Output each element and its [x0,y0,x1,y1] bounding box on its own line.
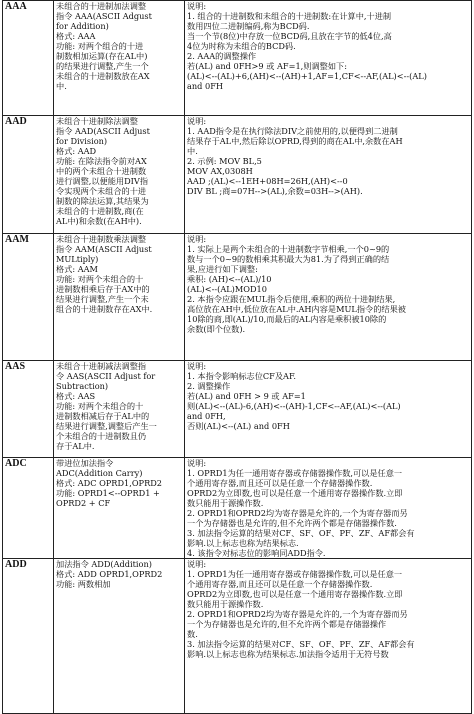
instruction-row-adc [3,458,472,559]
function-line: 进制数相乘后存于AX中的 [56,284,150,294]
explanation-line: 个通用寄存器,而且还可以是任意一个存储器操作数. [187,579,373,589]
function-cell [54,361,185,458]
mnemonic-cell: ADD [3,559,54,714]
function-line: 令 AAS(ASCII Adjust for [56,371,156,381]
explanation-line: 数. [187,629,198,639]
explanation-line: 高位放在AH中,低位放在AL中.AH内容是MUL指令的结果被 [187,304,406,314]
explanation-line: 3. 加法指令运算的结果对CF、SF、OF、PF、ZF、AF都会有 [187,528,415,538]
explanation-line: 2. 示例: MOV BL,5 [187,156,262,166]
explanation-line: 一个为存储器也是允许的,但不允许两个都是存储器操作数. [187,518,397,528]
explanation-line: and 0FH [187,81,224,91]
explanation-line: 乘积: (AH)<--(AL)/10 [187,274,272,284]
mnemonic-cell: ADC [3,458,54,559]
explanation-line: 说明: [187,234,207,244]
instruction-table [2,0,472,714]
function-line: 功能: 对两个未组合的十 [56,401,144,411]
function-line: 未组合十进制减法调整指 [56,361,147,371]
explanation-cell [185,559,472,714]
function-line: 制数相加运算(存在AL中) [56,51,148,61]
explanation-line: 影响.以上标志也称为结果标志.加法指令适用于无符号数 [187,649,389,659]
explanation-line: DIV BL ;商=07H-->(AL),余数=03H-->(AH). [187,186,363,196]
function-line: 令实现两个未组合的十进 [56,186,147,196]
instruction-row-add [3,559,472,714]
function-cell [54,116,185,234]
function-line: 的结果进行调整,产生一个 [56,61,149,71]
explanation-line: 说明: [187,361,207,371]
explanation-line: 则(AL)<--(AL)-6,(AH)<--(AH)-1,CF<--AF,(AL)<--(AL) [187,401,401,411]
explanation-line: 1. OPRD1为任一通用寄存器或存储器操作数,可以是任意一 [187,569,403,579]
explanation-line: 10除的商,即(AL)/10,而最后的AL内容是乘积被10除的 [187,314,387,324]
function-line: 未组合的十进制加法调整 [56,1,147,11]
function-line: for Addition) [56,21,109,31]
function-line: 功能: 对两个组合的十进 [56,41,144,51]
explanation-line: 3. 加法指令运算的结果对CF、SF、OF、PF、ZF、AF都会有 [187,639,415,649]
function-cell [54,559,185,714]
explanation-line: 个通用寄存器,而且还可以是任意一个存储器操作数. [187,478,373,488]
explanation-cell [185,234,472,361]
function-line: 功能: 两数相加 [56,579,111,589]
explanation-line: 2. AAA的调整操作 [187,51,257,61]
function-line: OPRD2 + CF [56,498,111,508]
function-line: 中的两个未组合十进制数 [56,166,147,176]
function-line: 带进位加法指令 [56,458,114,468]
function-line: 功能: OPRD1<--OPRD1 + [56,488,160,498]
function-line: 加法指令 ADD(Addition) [56,559,152,569]
function-line: 格式: AAD [56,146,97,156]
mnemonic-cell: AAD [3,116,54,234]
instruction-row-aad [3,116,472,234]
explanation-line: 否则(AL)<--(AL) and 0FH [187,421,290,431]
function-line: 存于AL中. [56,441,95,451]
explanation-line: 说明: [187,1,207,11]
explanation-line: AAD ;(AL)<--1EH+08H=26H,(AH)<--0 [187,176,348,186]
mnemonic-cell: AAM [3,234,54,361]
function-line: 结果进行调整,调整后产生一 [56,421,157,431]
explanation-line: (AL)<--(AL)MOD10 [187,284,267,294]
explanation-cell [185,1,472,116]
explanation-line: 数只能用于源操作数. [187,498,264,508]
explanation-line: 1. 本指令影响标志位CF及AF. [187,371,296,381]
function-line: 未组合十进制数乘法调整 [56,234,147,244]
explanation-line: 数只能用于源操作数. [187,599,264,609]
explanation-line: 一个为存储器也是允许的,但不允许两个都是存储器操作 [187,619,387,629]
explanation-line: 余数(即个位数). [187,324,246,334]
explanation-cell [185,361,472,458]
explanation-line: OPRD2为立即数,也可以是任意一个通用寄存器操作数.立即 [187,589,403,599]
function-line: MULtiply) [56,254,99,264]
instruction-table-body [3,1,472,714]
function-line: ADC(Addition Carry) [56,468,143,478]
explanation-line: 数与一个0~9的数相乘其积最大为81.为了得到正确的结 [187,254,390,264]
explanation-line: MOV AX,0308H [187,166,253,176]
explanation-line: 2. OPRD1和OPRD2均为寄存器是允许的,一个为寄存器而另 [187,609,408,619]
function-line: 中. [56,81,67,91]
explanation-line: (AL)<--(AL)+6,(AH)<--(AH)+1,AF=1,CF<--AF,(AL)<--(AL) [187,71,427,81]
function-cell [54,1,185,116]
function-line: 指令 AAA(ASCII Adgust [56,11,152,21]
function-line: 指令 AAM(ASCII Adjust [56,244,152,254]
function-line: 指令 AAD(ASCII Adjust [56,126,150,136]
explanation-line: 2. OPRD1和OPRD2均为寄存器是允许的,一个为寄存器而另 [187,508,408,518]
explanation-line: 中. [187,146,198,156]
function-line: 结果进行调整,产生一个未 [56,294,149,304]
explanation-line: 说明: [187,559,207,569]
explanation-line: 数用四位二进制编码,称为BCD码. [187,21,310,31]
explanation-line: 1. OPRD1为任一通用寄存器或存储器操作数,可以是任意一 [187,468,403,478]
instruction-row-aaa [3,1,472,116]
function-line: 未组合的十进制数,商(在 [56,206,144,216]
explanation-line: 果,应进行如下调整: [187,264,258,274]
function-line: 个未组合的十进制数且仍 [56,431,147,441]
function-line: 未组合十进制除法调整 [56,116,138,126]
function-line: 功能: 在除法指令前对AX [56,156,147,166]
explanation-line: 若(AL) and 0FH > 9 或 AF=1 [187,391,306,401]
function-cell [54,234,185,361]
function-line: 格式: AAA [56,31,96,41]
explanation-line: 4. 该指令对标志位的影响同ADD指令. [187,548,326,558]
function-line: 格式: ADD OPRD1,OPRD2 [56,569,163,579]
explanation-line: 若(AL) and 0FH>9 或 AF=1,则调整如下: [187,61,347,71]
explanation-line: 影响.以上标志也称为结果标志. [187,538,299,548]
function-line: 格式: AAS [56,391,96,401]
function-cell [54,458,185,559]
explanation-line: 1. AAD指令是在执行除法DIV之前使用的,以便得到二进制 [187,126,398,136]
function-line: 格式: ADC OPRD1,OPRD2 [56,478,163,488]
explanation-line: 说明: [187,458,207,468]
mnemonic-cell: AAS [3,361,54,458]
function-line: Subtraction) [56,381,109,391]
explanation-line: 结果存于AL中,然后除以OPRD,得到的商在AL中,余数在AH [187,136,403,146]
explanation-line: 1. 实际上是两个未组合的十进制数字节相乘,一个0~9的 [187,244,390,254]
instruction-row-aas [3,361,472,458]
explanation-line: 2. 本指令应跟在MUL指令后使用,乘积的两位十进制结果, [187,294,396,304]
function-line: 进制数相减后存于AL中的 [56,411,150,421]
explanation-line: and 0FH, [187,411,226,421]
function-line: 组合的十进制数存在AX中. [56,304,153,314]
instruction-row-aam [3,234,472,361]
explanation-line: 2. 调整操作 [187,381,231,391]
explanation-line: 当一个节(8位)中存放一位BCD码,且放在字节的低4位,高 [187,31,392,41]
mnemonic-cell: AAA [3,1,54,116]
function-line: 未组合的十进制数放在AX [56,71,150,81]
explanation-cell [185,116,472,234]
explanation-cell [185,458,472,559]
function-line: 进行调整,以便能用DIV指 [56,176,149,186]
function-line: 功能: 对两个未组合的十 [56,274,144,284]
explanation-line: OPRD2为立即数,也可以是任意一个通用寄存器操作数.立即 [187,488,403,498]
function-line: 制数的除法运算,其结果为 [56,196,149,206]
function-line: for Division) [56,136,108,146]
explanation-line: 说明: [187,116,207,126]
function-line: AL中)和余数(在AH中). [56,216,142,226]
explanation-line: 4位为时称为未组合的BCD码. [187,41,296,51]
function-line: 格式: AAM [56,264,98,274]
explanation-line: 1. 组合的十进制数和未组合的十进制数:在计算中,十进制 [187,11,392,21]
